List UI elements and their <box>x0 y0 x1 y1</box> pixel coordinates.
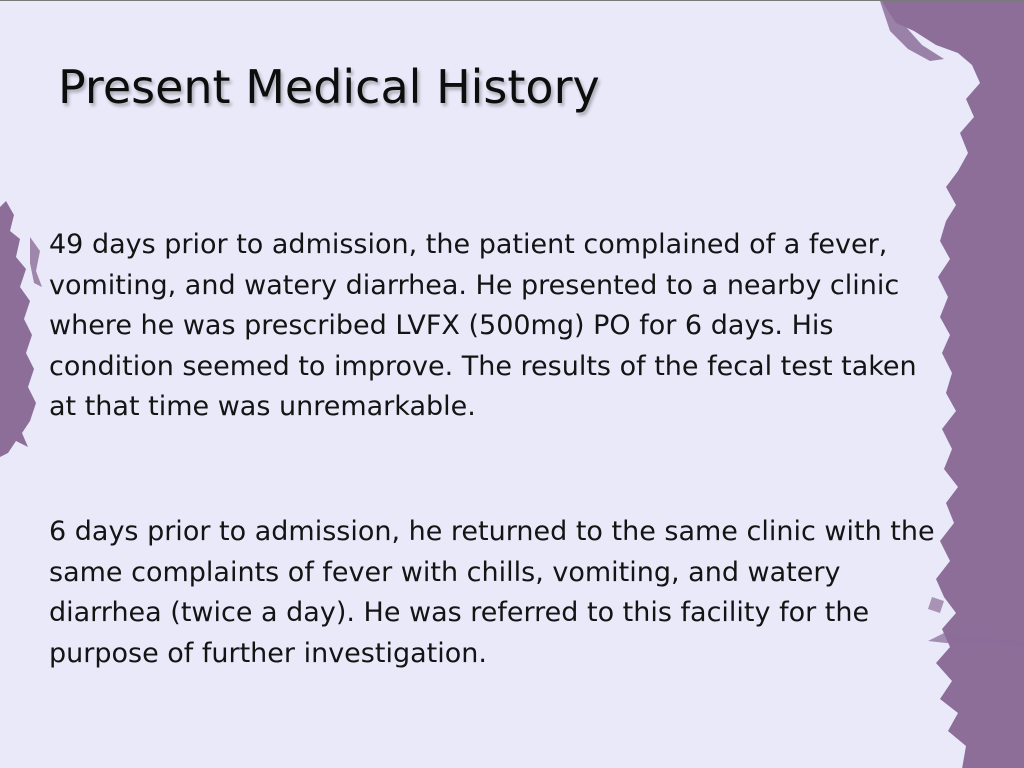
history-paragraph-1: 49 days prior to admission, the patient complained of a fever, vomiting, and watery diarrhea. He presented to a nearby clinic where he was prescribed LVFX (500mg) PO for 6 days. His condition seemed to improve. The results of the fecal test taken at that time was unremarkable. <box>49 229 917 423</box>
slide-title: Present Medical History <box>58 60 600 114</box>
left-brush-wisp <box>30 237 42 287</box>
history-paragraph-2: 6 days prior to admission, he returned to the same clinic with the same complaints of fever with chills, vomiting, and watery diarrhea (twice a day). He was referred to this facility for the purpose of further investigation. <box>49 516 935 669</box>
